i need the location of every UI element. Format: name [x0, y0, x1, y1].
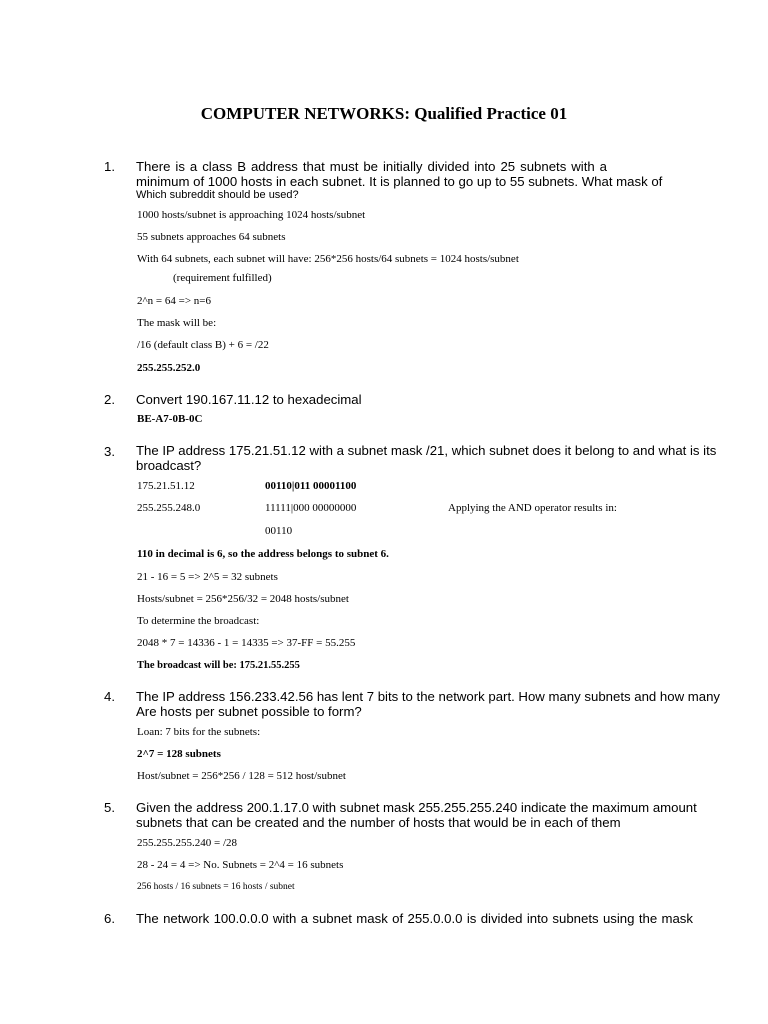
answer-line: (requirement fulfilled) — [173, 272, 272, 284]
question-text-line: minimum of 1000 hosts in each subnet. It is planned to go up to 55 subnets. What mask of — [136, 174, 663, 189]
binary-value: 00110|011 00001100 — [265, 480, 357, 492]
question-number: 3. — [104, 444, 115, 459]
question-number: 5. — [104, 800, 115, 815]
answer-line: 1000 hosts/subnet is approaching 1024 hosts/subnet — [137, 209, 366, 221]
question-text-line: Which subreddit should be used? — [136, 189, 299, 201]
binary-value: 11111|000 00000000 — [265, 502, 357, 514]
question-number: 1. — [104, 159, 115, 174]
answer-line: 2^n = 64 => n=6 — [137, 295, 211, 307]
question-number: 6. — [104, 911, 115, 926]
answer-note: Applying the AND operator results in: — [448, 502, 617, 514]
question-text-line: There is a class B address that must be initially divided into 25 subnets with a — [136, 159, 607, 174]
question-text-line: broadcast? — [136, 458, 202, 473]
binary-value: 00110 — [265, 525, 293, 537]
answer-line: Hosts/subnet = 256*256/32 = 2048 hosts/subnet — [137, 593, 349, 605]
question-text-line: The network 100.0.0.0 with a subnet mask of 255.0.0.0 is divided into subnets using the mask — [136, 911, 693, 926]
question-text-line: Given the address 200.1.17.0 with subnet mask 255.255.255.240 indicate the maximum amount — [136, 800, 697, 815]
question-text-line: The IP address 175.21.51.12 with a subnet mask /21, which subnet does it belong to and what is its — [136, 443, 717, 458]
answer-line: With 64 subnets, each subnet will have: 256*256 hosts/64 subnets = 1024 hosts/subnet — [137, 253, 519, 265]
question-number: 4. — [104, 689, 115, 704]
question-text-line: The IP address 156.233.42.56 has lent 7 bits to the network part. How many subnets and how many — [136, 689, 721, 704]
page-title: COMPUTER NETWORKS: Qualified Practice 01 — [200, 104, 568, 123]
answer-line: 21 - 16 = 5 => 2^5 = 32 subnets — [137, 571, 278, 583]
answer-line: 255.255.255.240 = /28 — [137, 837, 238, 849]
question-text-line: Are hosts per subnet possible to form? — [136, 704, 362, 719]
answer-line: 256 hosts / 16 subnets = 16 hosts / subnet — [137, 882, 295, 892]
question-text-line: subnets that can be created and the number of hosts that would be in each of them — [136, 815, 621, 830]
answer-line: 2048 * 7 = 14336 - 1 = 14335 => 37-FF = 55.255 — [137, 637, 356, 649]
answer-result: 110 in decimal is 6, so the address belongs to subnet 6. — [137, 548, 389, 560]
answer-result: The broadcast will be: 175.21.55.255 — [137, 660, 300, 671]
answer-result: 255.255.252.0 — [137, 362, 201, 374]
answer-line: Loan: 7 bits for the subnets: — [137, 726, 261, 738]
question-number: 2. — [104, 392, 115, 407]
answer-result: BE-A7-0B-0C — [137, 413, 203, 425]
answer-line: 55 subnets approaches 64 subnets — [137, 231, 286, 243]
answer-line: To determine the broadcast: — [137, 615, 260, 627]
answer-line: /16 (default class B) + 6 = /22 — [137, 339, 269, 351]
answer-line: 28 - 24 = 4 => No. Subnets = 2^4 = 16 subnets — [137, 859, 344, 871]
question-text-line: Convert 190.167.11.12 to hexadecimal — [136, 392, 362, 407]
mask-value: 255.255.248.0 — [137, 502, 201, 514]
answer-result: 2^7 = 128 subnets — [137, 748, 221, 760]
answer-line: The mask will be: — [137, 317, 217, 329]
answer-line: Host/subnet = 256*256 / 128 = 512 host/subnet — [137, 770, 346, 782]
ip-address-value: 175.21.51.12 — [137, 480, 195, 492]
